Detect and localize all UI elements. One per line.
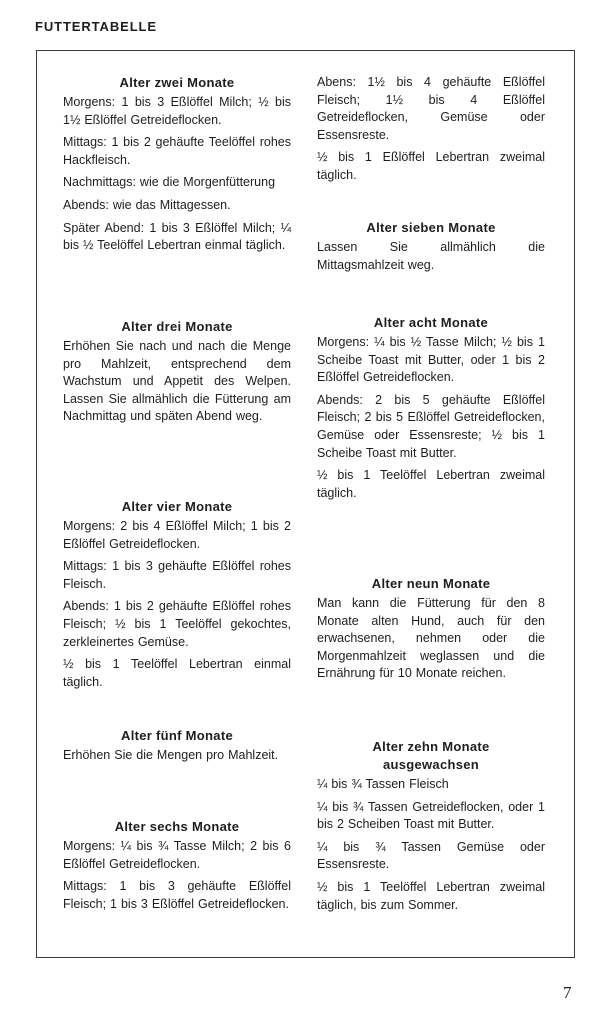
- section-paragraph: Abens: 1½ bis 4 gehäufte Eßlöffel Fleisch; 1½ bis 4 Eßlöffel Getreideflocken, Gemüse oder Essensreste.: [317, 75, 545, 142]
- section-paragraph: Morgens: ¼ bis ½ Tasse Milch; ½ bis 1 Scheibe Toast mit Butter, oder 1 bis 2 Eßlöffel Getreideflocken.: [317, 335, 545, 385]
- section-paragraph: ½ bis 1 Teelöffel Lebertran einmal täglich.: [63, 657, 291, 689]
- feeding-section: [317, 219, 545, 279]
- section-paragraph: Abends: wie das Mittagessen.: [63, 197, 231, 212]
- section-paragraph: Später Abend: 1 bis 3 Eßlöffel Milch; ¼ bis ½ Teelöffel Lebertran einmal täglich.: [63, 220, 291, 253]
- section-paragraph: ½ bis 1 Teelöffel Lebertran zweimal täglich.: [317, 468, 545, 500]
- section-paragraph: ½ bis 1 Eßlöffel Lebertran zweimal täglich.: [317, 150, 545, 182]
- section-paragraph: Morgens: 1 bis 3 Eßlöffel Milch; ½ bis 1½ Eßlöffel Getreideflocken.: [63, 95, 291, 127]
- section-title: Alter zwei Monate: [119, 75, 235, 90]
- page-number: 7: [563, 983, 572, 1002]
- section-paragraph: Lassen Sie allmählich die Mittagsmahlzeit weg.: [317, 240, 545, 272]
- section-paragraph: ¼ bis ¾ Tassen Getreideflocken, oder 1 bis 2 Scheiben Toast mit Butter.: [317, 799, 545, 832]
- section-paragraph: Abends: 2 bis 5 gehäufte Eßlöffel Fleisch; 2 bis 5 Eßlöffel Getreideflocken, Gemüse oder Essensreste; ½ bis 1 Scheibe Toast mit Butter.: [317, 392, 545, 460]
- section-title: Alter sechs Monate: [114, 819, 240, 834]
- feeding-section: [317, 738, 545, 919]
- section-paragraph: Erhöhen Sie die Mengen pro Mahlzeit.: [63, 748, 279, 762]
- section-paragraph: Nachmittags: wie die Morgenfütterung: [63, 175, 276, 190]
- feeding-section: [63, 727, 291, 770]
- section-title: Alter sieben Monate: [366, 220, 496, 235]
- section-title: Alter neun Monate: [371, 576, 491, 591]
- section-paragraph: ¼ bis ¾ Tassen Fleisch: [317, 777, 449, 791]
- feeding-section: [317, 314, 545, 507]
- section-paragraph: Mittags: 1 bis 3 gehäufte Eßlöffel rohes Fleisch.: [63, 559, 291, 591]
- section-paragraph: Morgens: ¼ bis ¾ Tasse Milch; 2 bis 6 Eßlöffel Getreideflocken.: [63, 839, 291, 871]
- feeding-section: [63, 318, 291, 431]
- section-paragraph: Morgens: 2 bis 4 Eßlöffel Milch; 1 bis 2 Eßlöffel Getreideflocken.: [63, 519, 291, 551]
- feeding-section: [63, 818, 291, 918]
- feeding-section: [317, 575, 545, 688]
- feeding-section: [317, 74, 545, 190]
- section-title: Alter drei Monate: [121, 319, 233, 334]
- section-paragraph: ½ bis 1 Teelöffel Lebertran zweimal täglich, bis zum Sommer.: [317, 879, 545, 912]
- section-title: Alter fünf Monate: [121, 728, 233, 743]
- section-title: Alter zehn Monate ausgewachsen: [372, 739, 490, 772]
- section-title: Alter vier Monate: [121, 499, 233, 514]
- section-paragraph: Erhöhen Sie nach und nach die Menge pro Mahlzeit, entsprechend dem Wachstum und Appetit des Welpen. Lassen Sie allmählich die Fütterung am Nachmittag und späten Abend weg.: [63, 339, 291, 424]
- section-paragraph: Mittags: 1 bis 2 gehäufte Teelöffel rohes Hackfleisch.: [63, 135, 291, 167]
- section-paragraph: Abends: 1 bis 2 gehäufte Eßlöffel rohes Fleisch; ½ bis 1 Teelöffel gekochtes, zerkleinertes Gemüse.: [63, 599, 291, 649]
- feeding-section: [63, 74, 291, 260]
- page-heading: FUTTERTABELLE: [35, 19, 157, 34]
- section-paragraph: Mittags: 1 bis 3 gehäufte Eßlöffel Fleisch; 1 bis 3 Eßlöffel Getreideflocken.: [63, 879, 291, 911]
- section-paragraph: Man kann die Fütterung für den 8 Monate alten Hund, auch für den erwachsenen, nehmen oder die Morgenmahlzeit weglassen und die Ernährung für 10 Monate reichen.: [317, 596, 545, 681]
- section-title: Alter acht Monate: [373, 315, 489, 330]
- feeding-section: [63, 498, 291, 696]
- section-paragraph: ¼ bis ¾ Tassen Gemüse oder Essensreste.: [317, 839, 545, 872]
